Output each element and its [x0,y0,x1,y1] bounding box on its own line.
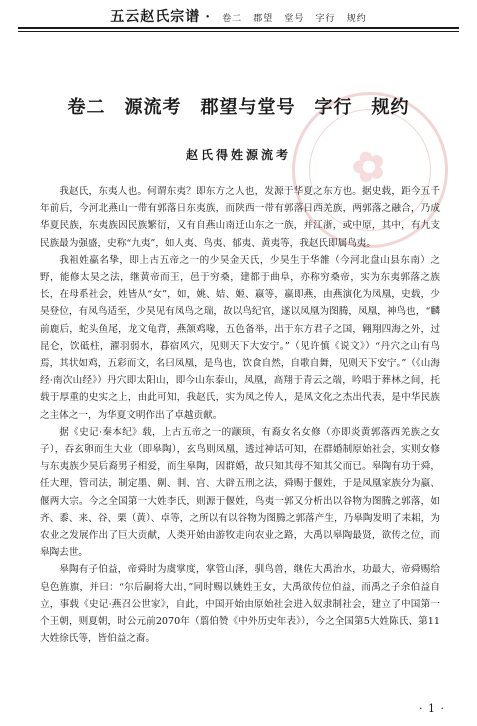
header-rule-thin [18,31,459,32]
head-part-hall-name: 堂号 [284,14,305,24]
title-separator: · [205,10,211,25]
body-text [40,183,440,647]
section-title: 赵氏得姓源流考 [185,148,291,162]
page-number: · 1 · [419,702,445,715]
chapter-title: 卷二 源流考 郡望与堂号 字行 规约 [67,97,410,118]
head-part-volume: 卷二 [222,14,243,24]
book-title: 五云赵氏宗谱 [110,9,201,25]
paragraph-1: 我赵氏，东夷人也。何谓东夷？即东方之人也，发源于华夏之东方也。据史载，距今五千年前后，今河北燕山一带有郭落日东夷族，而陕西一带有郭落日西羌族，两郭落之融合，乃成华夏民族，东夷族因民族繁衍，又有自燕山南迁山东之一族，并江浙，或中原，其中，有九支民族最为强盛，史称“九夷”，如人夷、鸟夷、郁夷、黄夷等，我赵氏即属鸟夷。 [40,186,440,249]
head-part-choronym: 郡望 [253,14,274,24]
paragraph-3: 据《史记·秦本纪》载，上古五帝之一的颛顼，有裔女名女修（亦即炎黄郭落西羌族之女子），吞玄卵而生大业（即皋陶），玄鸟则凤凰，透过神话可知，在群婚制原始社会，实则女修与东夷族少昊后裔男子相爱，而生皋陶，因群婚，故只知其母不知其父而已。皋陶有功于舜，任大理，管司法，制定墨、劓、剕、宫、大辟五刑之法，舜赐于偃姓，于是凤凰家族分为嬴、偃两大宗。今之全国第一大姓李氏，则源于偃姓，鸟夷一郭又分析出以谷物为图腾之郭落，如齐、黍、来、谷、栗（黄）、卓等，之所以有以谷物为图腾之郭落产生，乃皋陶发明了耒耜，为农业之发展作出了巨大贡献，人类开始由游牧走向农业之路，大禹以皋陶最贤，欲传之位，而皋陶去世。 [40,426,440,559]
header-rule-thick [18,27,459,29]
head-part-generation-names: 字行 [315,14,336,24]
seal-glyph: ✿ [345,139,393,195]
head-part-rules: 规约 [346,14,367,24]
paragraph-2: 我祖姓嬴名挚，即上古五帝之一的少昊金天氏，少昊生于华雒（今河北盘山县东南）之野，能修太昊之法，继黄帝而王，邑于穷桑，建都于曲阜，亦称穷桑帝，实为东夷郭落之族长，在母系社会，姓皆从“女”，如，姚、姞、姬、嬴等，嬴即燕，由燕演化为凤凰，史载，少昊登位，有凤鸟适至，少昊见有凤鸟之瑞，故以鸟纪官，遂以凤凰为图腾，凤凰，神鸟也，“麟前鹿后，蛇头鱼尾，龙文龟背，燕颔鸡喙，五色备举，出于东方君子之国，翱翔四海之外，过昆仑，饮砥柱，濯羽弱水，暮宿风穴，见则天下大安宁。”（见许慎《说文》）“丹穴之山有鸟焉，其状如鸡，五彩而文，名曰凤凰，是鸟也，饮食自然，自歌自舞，见则天下安宁。”（《山海经·南次山经》）丹穴即太阳山，即今山东泰山，凤凰，高翔于青云之端，吟唱于葬林之间，托载于厚重的史实之上，由此可知，我赵氏，实为凤之传人，是凤文化之杰出代表，是中华民族之主体之一，为华夏文明作出了卓越贡献。 [40,254,440,421]
paragraph-4: 皋陶有子伯益，帝舜时为虞掌度，掌管山泽，驯鸟兽，继佐大禹治水，功最大，帝舜赐给皂色旌旗，并曰：“尔后嗣将大出，”同时赐以姚姓王女，大禹欲传位伯益，而禹之子余伯益自立，事载《史记·燕召公世家》，自此，中国开始由原始社会进入奴隶制社会，建立了中国第一个王朝，则夏朝，时公元前2070年（翦伯赞《中外历史年表》），今之全国第5大姓陈氏、第11大姓徐氏等，皆伯益之裔。 [40,564,440,645]
running-head [0,6,477,26]
